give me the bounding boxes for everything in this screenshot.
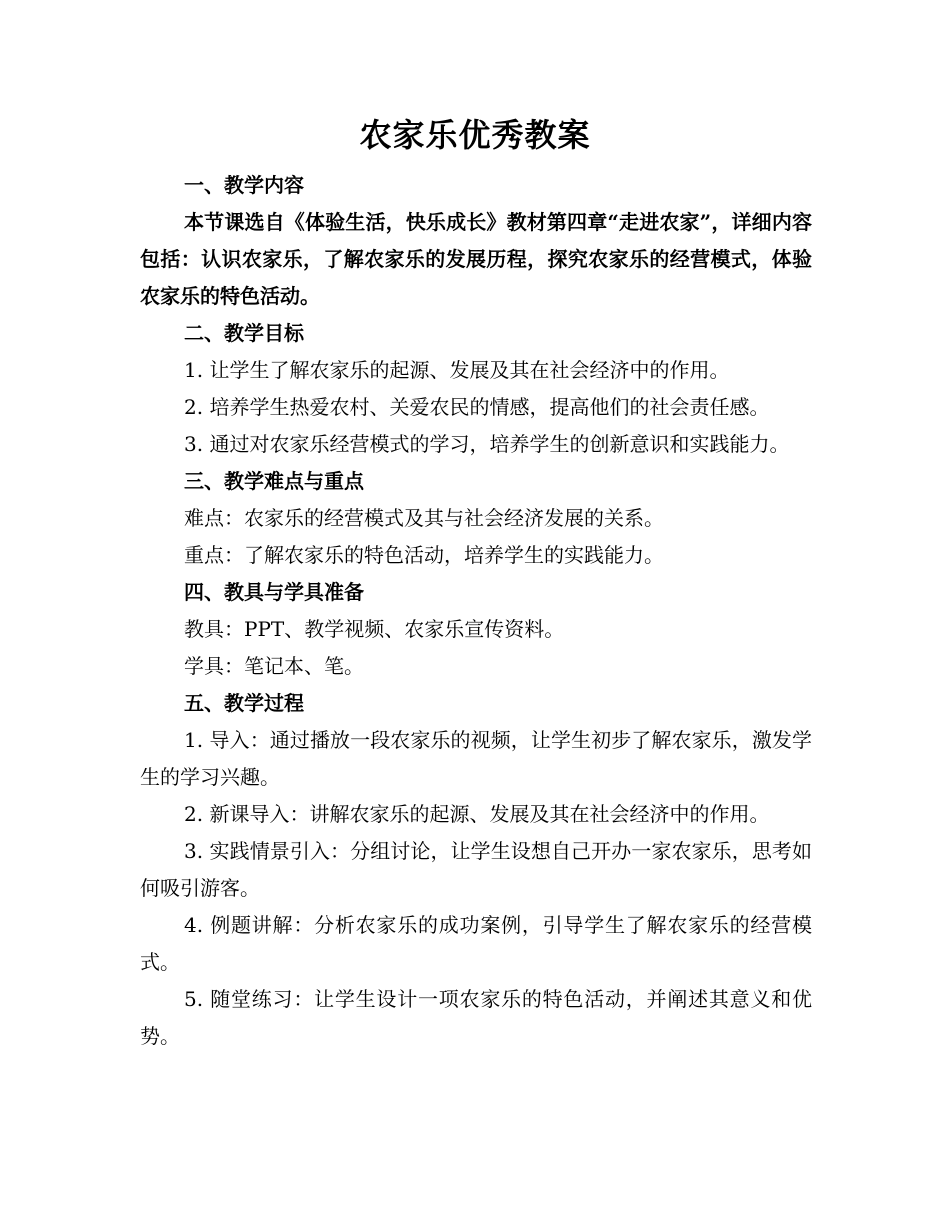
section-heading-content: 一、教学内容 (184, 173, 304, 197)
content-paragraph: 本节课选自《体验生活，快乐成长》教材第四章“走进农家”，详细内容包括：认识农家乐，了解农家乐的发展历程，探究农家乐的经营模式，体验农家乐的特色活动。 (140, 210, 812, 308)
goal-item: 3. 通过对农家乐经营模式的学习，培养学生的创新意识和实践能力。 (184, 432, 790, 456)
goal-item: 2. 培养学生热爱农村、关爱农民的情感，提高他们的社会责任感。 (184, 395, 770, 419)
process-item: 2. 新课导入：讲解农家乐的起源、发展及其在社会经济中的作用。 (184, 802, 770, 826)
section-heading-materials: 四、教具与学具准备 (184, 580, 364, 604)
process-item: 5. 随堂练习：让学生设计一项农家乐的特色活动，并阐述其意义和优势。 (140, 987, 812, 1048)
keypoint-item: 难点：农家乐的经营模式及其与社会经济发展的关系。 (184, 506, 664, 530)
goal-item: 1. 让学生了解农家乐的起源、发展及其在社会经济中的作用。 (184, 358, 730, 382)
document-body (140, 167, 812, 1055)
section-heading-goals: 二、教学目标 (184, 321, 304, 345)
keypoint-item: 重点：了解农家乐的特色活动，培养学生的实践能力。 (184, 543, 664, 567)
document-title: 农家乐优秀教案 (359, 116, 591, 154)
process-item: 4. 例题讲解：分析农家乐的成功案例，引导学生了解农家乐的经营模式。 (140, 913, 812, 974)
section-heading-keypoints: 三、教学难点与重点 (184, 469, 364, 493)
process-item: 3. 实践情景引入：分组讨论，让学生设想自己开办一家农家乐，思考如何吸引游客。 (140, 839, 812, 900)
process-item: 1. 导入：通过播放一段农家乐的视频，让学生初步了解农家乐，激发学生的学习兴趣。 (140, 728, 812, 789)
materials-item: 教具：PPT、教学视频、农家乐宣传资料。 (184, 617, 565, 641)
section-heading-process: 五、教学过程 (184, 691, 304, 715)
materials-item: 学具：笔记本、笔。 (184, 654, 364, 678)
